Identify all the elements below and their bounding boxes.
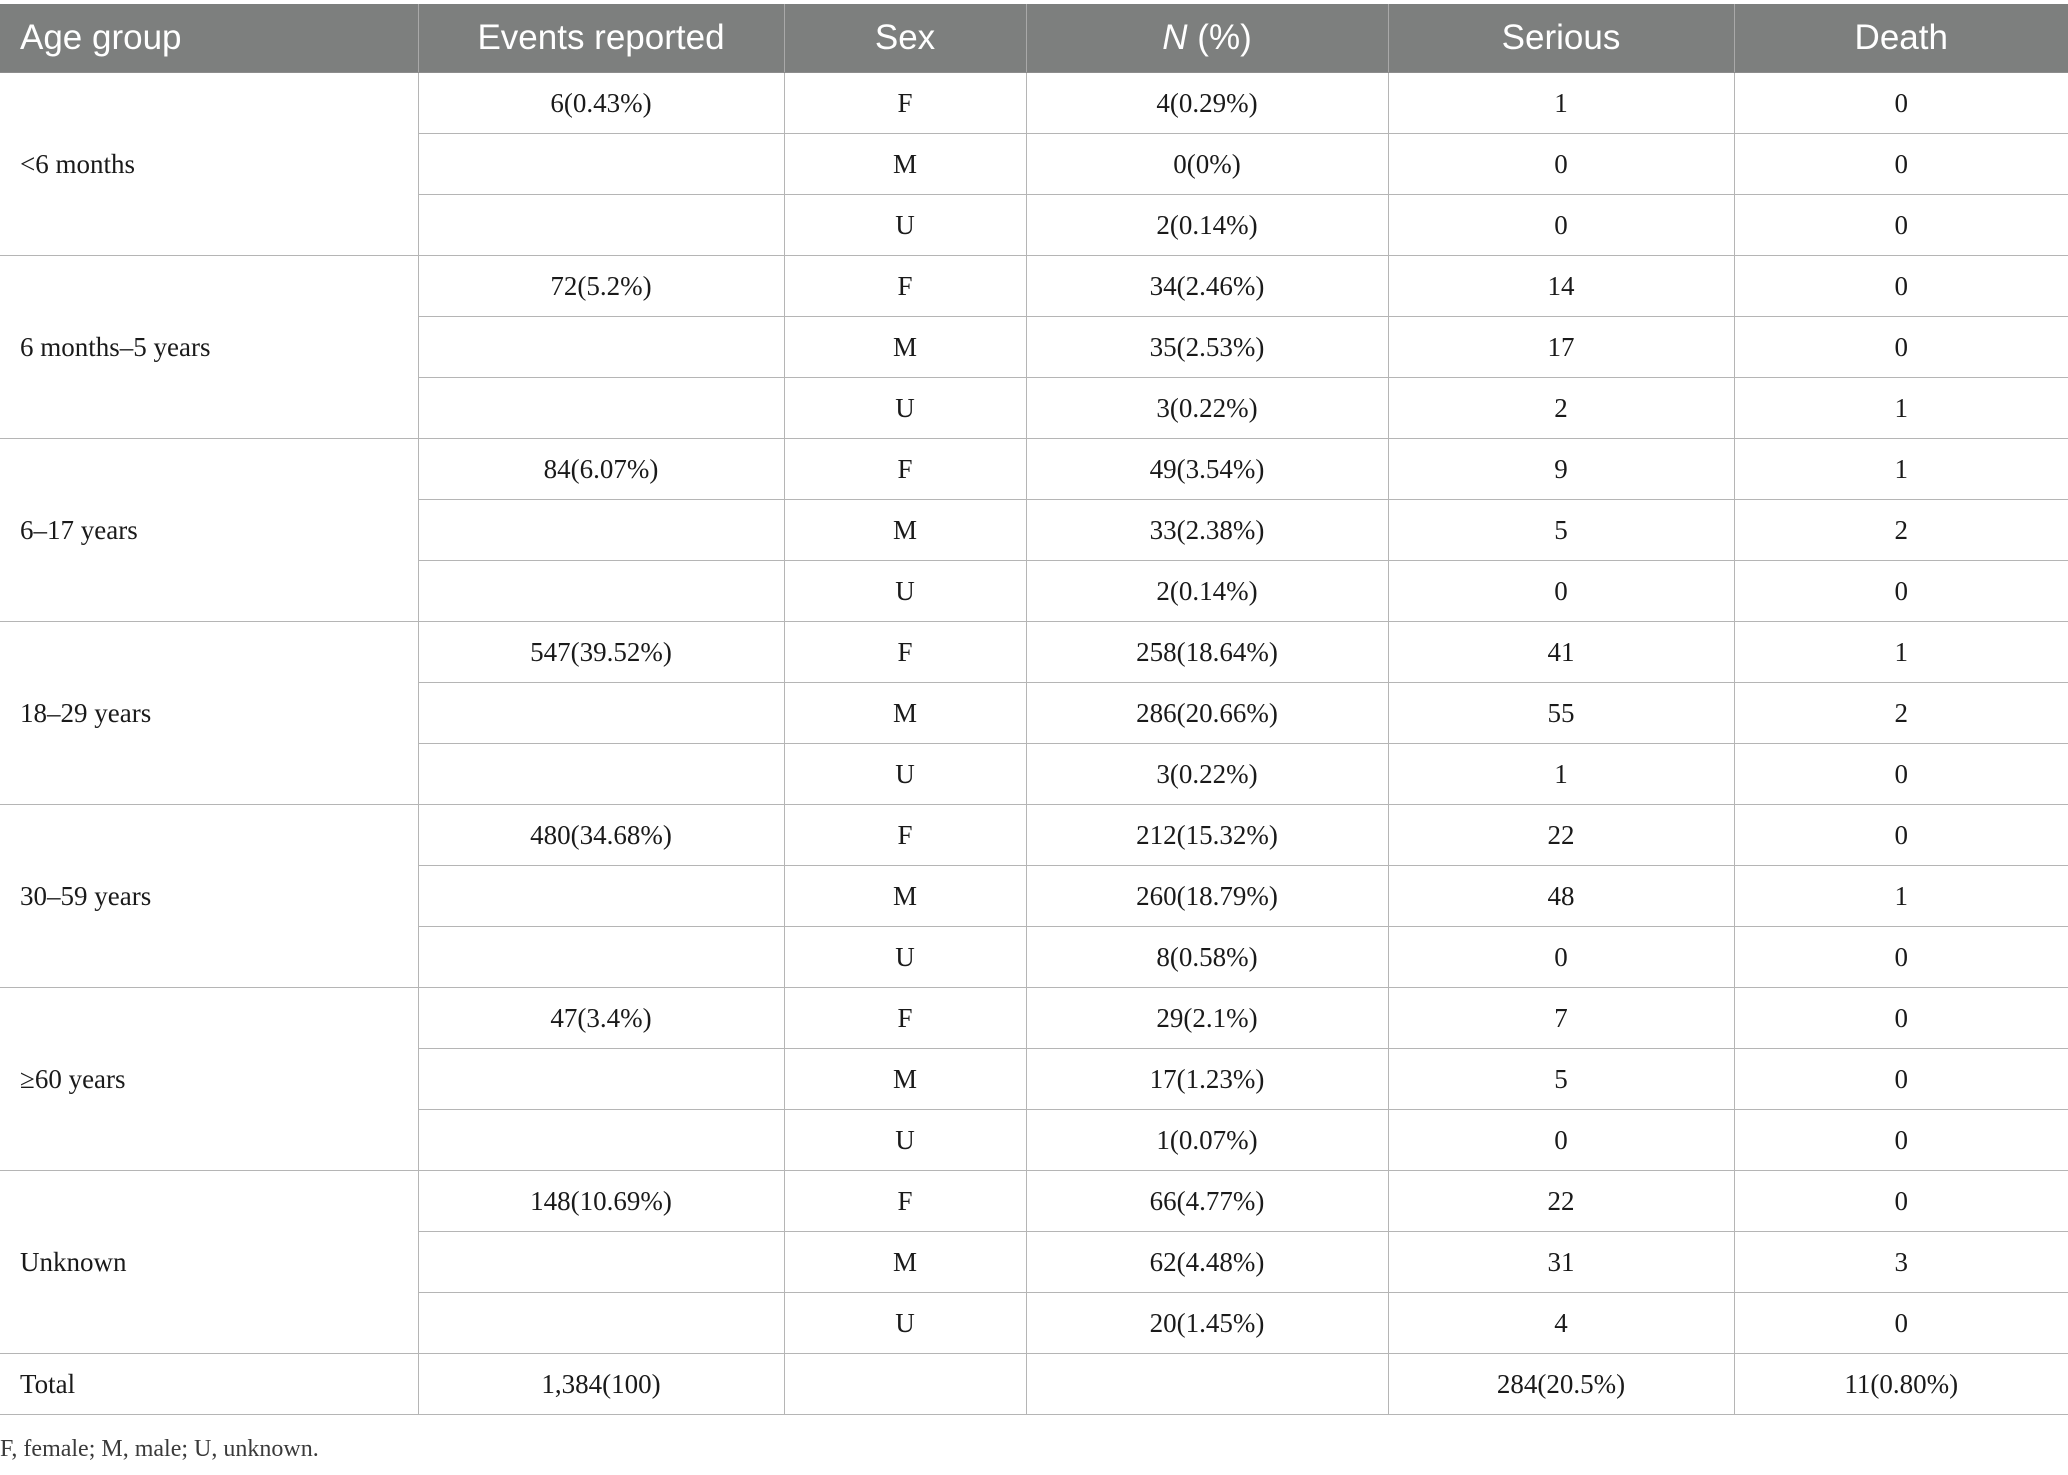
sex-cell: U — [784, 1293, 1026, 1354]
sex-cell: F — [784, 1171, 1026, 1232]
n-percent-cell: 3(0.22%) — [1026, 378, 1388, 439]
death-cell: 0 — [1734, 1171, 2068, 1232]
serious-cell: 22 — [1388, 805, 1734, 866]
serious-cell: 7 — [1388, 988, 1734, 1049]
serious-cell: 0 — [1388, 134, 1734, 195]
death-cell: 1 — [1734, 378, 2068, 439]
death-cell: 0 — [1734, 317, 2068, 378]
death-cell: 1 — [1734, 866, 2068, 927]
sex-cell: F — [784, 805, 1026, 866]
death-cell: 0 — [1734, 561, 2068, 622]
total-death: 11(0.80%) — [1734, 1354, 2068, 1415]
header-events-reported: Events reported — [418, 4, 784, 73]
serious-cell: 5 — [1388, 500, 1734, 561]
header-n-rest: (%) — [1187, 18, 1252, 57]
serious-cell: 0 — [1388, 561, 1734, 622]
events-reported-cell — [418, 1049, 784, 1110]
header-serious: Serious — [1388, 4, 1734, 73]
serious-cell: 4 — [1388, 1293, 1734, 1354]
table-row — [0, 1171, 2068, 1232]
sex-cell: F — [784, 439, 1026, 500]
serious-cell: 0 — [1388, 927, 1734, 988]
serious-cell: 48 — [1388, 866, 1734, 927]
header-n-italic: N — [1162, 18, 1188, 57]
table-container — [0, 4, 2068, 1415]
events-reported-cell — [418, 744, 784, 805]
n-percent-cell: 1(0.07%) — [1026, 1110, 1388, 1171]
n-percent-cell: 2(0.14%) — [1026, 561, 1388, 622]
sex-cell: U — [784, 927, 1026, 988]
table-row — [0, 622, 2068, 683]
events-reported-cell — [418, 561, 784, 622]
serious-cell: 5 — [1388, 1049, 1734, 1110]
events-reported-cell — [418, 195, 784, 256]
total-sex — [784, 1354, 1026, 1415]
header-n-percent — [1026, 4, 1388, 73]
sex-cell: U — [784, 561, 1026, 622]
events-reported-cell: 148(10.69%) — [418, 1171, 784, 1232]
n-percent-cell: 286(20.66%) — [1026, 683, 1388, 744]
sex-cell: F — [784, 73, 1026, 134]
events-reported-cell: 47(3.4%) — [418, 988, 784, 1049]
n-percent-cell: 49(3.54%) — [1026, 439, 1388, 500]
death-cell: 3 — [1734, 1232, 2068, 1293]
events-reported-cell — [418, 1293, 784, 1354]
header-sex: Sex — [784, 4, 1026, 73]
n-percent-cell: 2(0.14%) — [1026, 195, 1388, 256]
n-percent-cell: 4(0.29%) — [1026, 73, 1388, 134]
events-reported-cell — [418, 500, 784, 561]
death-cell: 2 — [1734, 683, 2068, 744]
sex-cell: M — [784, 1232, 1026, 1293]
table-body — [0, 73, 2068, 1415]
age-group-cell: 6 months–5 years — [0, 256, 418, 439]
events-reported-cell — [418, 927, 784, 988]
header-row — [0, 4, 2068, 73]
events-reported-cell — [418, 134, 784, 195]
n-percent-cell: 212(15.32%) — [1026, 805, 1388, 866]
death-cell: 0 — [1734, 927, 2068, 988]
events-reported-cell — [418, 866, 784, 927]
header-age-group: Age group — [0, 4, 418, 73]
events-reported-cell — [418, 1110, 784, 1171]
total-label: Total — [0, 1354, 418, 1415]
total-serious: 284(20.5%) — [1388, 1354, 1734, 1415]
serious-cell: 22 — [1388, 1171, 1734, 1232]
table-row — [0, 988, 2068, 1049]
death-cell: 0 — [1734, 988, 2068, 1049]
death-cell: 0 — [1734, 73, 2068, 134]
age-group-cell: <6 months — [0, 73, 418, 256]
events-reported-cell: 6(0.43%) — [418, 73, 784, 134]
adverse-events-table — [0, 4, 2068, 1415]
death-cell: 0 — [1734, 134, 2068, 195]
death-cell: 0 — [1734, 805, 2068, 866]
serious-cell: 31 — [1388, 1232, 1734, 1293]
n-percent-cell: 20(1.45%) — [1026, 1293, 1388, 1354]
total-events: 1,384(100) — [418, 1354, 784, 1415]
sex-cell: F — [784, 988, 1026, 1049]
total-row — [0, 1354, 2068, 1415]
events-reported-cell — [418, 683, 784, 744]
events-reported-cell: 547(39.52%) — [418, 622, 784, 683]
death-cell: 0 — [1734, 1293, 2068, 1354]
table-row — [0, 256, 2068, 317]
age-group-cell: 18–29 years — [0, 622, 418, 805]
sex-cell: F — [784, 622, 1026, 683]
serious-cell: 55 — [1388, 683, 1734, 744]
sex-cell: M — [784, 1049, 1026, 1110]
serious-cell: 0 — [1388, 195, 1734, 256]
events-reported-cell — [418, 1232, 784, 1293]
serious-cell: 14 — [1388, 256, 1734, 317]
sex-cell: M — [784, 866, 1026, 927]
sex-cell: M — [784, 134, 1026, 195]
n-percent-cell: 8(0.58%) — [1026, 927, 1388, 988]
n-percent-cell: 35(2.53%) — [1026, 317, 1388, 378]
n-percent-cell: 34(2.46%) — [1026, 256, 1388, 317]
serious-cell: 0 — [1388, 1110, 1734, 1171]
events-reported-cell — [418, 378, 784, 439]
sex-cell: U — [784, 378, 1026, 439]
death-cell: 0 — [1734, 744, 2068, 805]
sex-cell: U — [784, 195, 1026, 256]
serious-cell: 9 — [1388, 439, 1734, 500]
serious-cell: 41 — [1388, 622, 1734, 683]
n-percent-cell: 258(18.64%) — [1026, 622, 1388, 683]
death-cell: 1 — [1734, 439, 2068, 500]
n-percent-cell: 33(2.38%) — [1026, 500, 1388, 561]
sex-cell: F — [784, 256, 1026, 317]
sex-cell: M — [784, 500, 1026, 561]
n-percent-cell: 3(0.22%) — [1026, 744, 1388, 805]
total-n — [1026, 1354, 1388, 1415]
table-row — [0, 439, 2068, 500]
death-cell: 0 — [1734, 1049, 2068, 1110]
serious-cell: 1 — [1388, 744, 1734, 805]
age-group-cell: 30–59 years — [0, 805, 418, 988]
table-row — [0, 805, 2068, 866]
events-reported-cell — [418, 317, 784, 378]
death-cell: 0 — [1734, 195, 2068, 256]
age-group-cell: Unknown — [0, 1171, 418, 1354]
n-percent-cell: 17(1.23%) — [1026, 1049, 1388, 1110]
sex-cell: U — [784, 744, 1026, 805]
header-death: Death — [1734, 4, 2068, 73]
events-reported-cell: 84(6.07%) — [418, 439, 784, 500]
death-cell: 0 — [1734, 1110, 2068, 1171]
death-cell: 2 — [1734, 500, 2068, 561]
sex-cell: M — [784, 317, 1026, 378]
serious-cell: 2 — [1388, 378, 1734, 439]
serious-cell: 1 — [1388, 73, 1734, 134]
age-group-cell: 6–17 years — [0, 439, 418, 622]
table-row — [0, 73, 2068, 134]
events-reported-cell: 72(5.2%) — [418, 256, 784, 317]
n-percent-cell: 66(4.77%) — [1026, 1171, 1388, 1232]
table-footnote: F, female; M, male; U, unknown. — [0, 1436, 319, 1462]
death-cell: 0 — [1734, 256, 2068, 317]
serious-cell: 17 — [1388, 317, 1734, 378]
age-group-cell: ≥60 years — [0, 988, 418, 1171]
n-percent-cell: 29(2.1%) — [1026, 988, 1388, 1049]
n-percent-cell: 260(18.79%) — [1026, 866, 1388, 927]
sex-cell: U — [784, 1110, 1026, 1171]
n-percent-cell: 62(4.48%) — [1026, 1232, 1388, 1293]
sex-cell: M — [784, 683, 1026, 744]
n-percent-cell: 0(0%) — [1026, 134, 1388, 195]
death-cell: 1 — [1734, 622, 2068, 683]
events-reported-cell: 480(34.68%) — [418, 805, 784, 866]
